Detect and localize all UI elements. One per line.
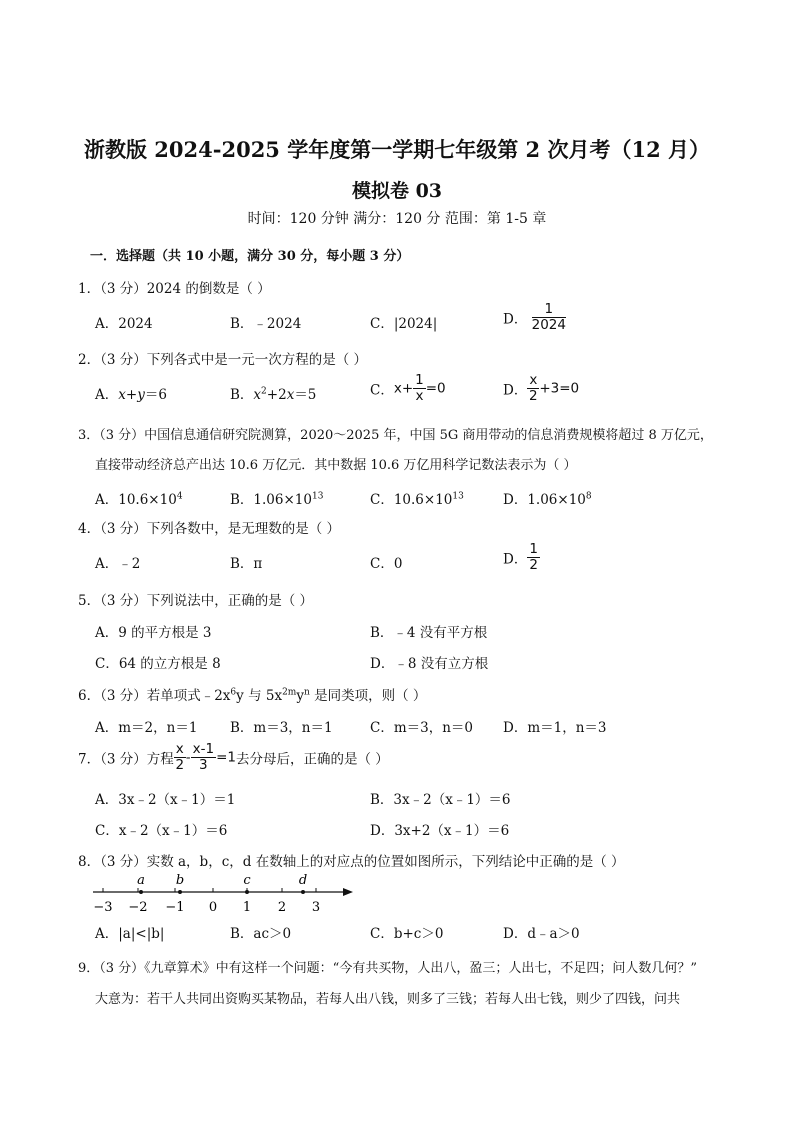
q7-option-b: B．3x﹣2（x﹣1）＝6 (370, 792, 511, 808)
number-line-tick-label: −2 (128, 900, 148, 915)
q4-option-d (503, 542, 540, 573)
fraction-denominator: 2 (529, 557, 538, 573)
q1-option-c: C．|2024| (370, 316, 438, 332)
q7-equals: =1 (216, 749, 236, 766)
q2-option-c (370, 373, 446, 404)
q4-option-a: A．﹣2 (95, 556, 141, 572)
number-line-arrow (343, 888, 353, 896)
q3-option-a-exponent: 4 (176, 491, 183, 502)
q7-minus: - (185, 749, 191, 766)
q1-option-b: B．﹣2024 (230, 316, 302, 332)
q3-option-a-base: A．10.6×10 (95, 492, 177, 508)
q5-option-a: A．9 的平方根是 3 (95, 625, 212, 641)
q8-option-a: A．|a|<|b| (95, 926, 165, 942)
q7-option-a: A．3x﹣2（x﹣1）＝1 (95, 792, 236, 808)
question-7-stem (78, 742, 389, 773)
q3-option-d-base: D．1.06×10 (503, 492, 586, 508)
q6-stem-part: 是同类项，则（ ） (309, 688, 427, 704)
number-line-point (245, 890, 249, 894)
q3-option-a (95, 488, 183, 508)
q2-option-b-label: B． (230, 387, 254, 403)
q1-option-a: A．2024 (95, 316, 153, 332)
q2-option-d-label: D． (503, 382, 528, 399)
q6-option-b: B．m＝3，n＝1 (230, 720, 333, 736)
q6-stem-part: 6．（3 分）若单项式﹣2x (78, 688, 231, 704)
q8-option-c: C．b+c＞0 (370, 926, 444, 942)
q2-option-a: A．x+y＝6 (95, 387, 167, 403)
fraction-numerator: x (529, 372, 538, 388)
q6-stem-part: y (296, 688, 304, 704)
fraction-denominator: 3 (199, 757, 208, 773)
section-heading: 一．选择题（共 10 小题，满分 30 分，每小题 3 分） (90, 249, 410, 264)
number-line-tick-label: 2 (277, 900, 287, 915)
fraction-denominator: 2 (529, 388, 538, 404)
q7-stem-part: 去分母后，正确的是（ ） (235, 751, 389, 768)
question-3-stem-line1: 3．（3 分）中国信息通信研究院测算，2020～2025 年，中国 5G 商用带动的信息消费规模将超过 8 万亿元， (78, 428, 713, 443)
fraction-numerator: x (175, 741, 184, 757)
exam-title: 浙教版 2024-2025 学年度第一学期七年级第 2 次月考（12 月） (84, 137, 710, 162)
number-line-point-label: d (298, 873, 308, 888)
fraction-numerator: 1 (415, 372, 424, 388)
question-8-stem: 8．（3 分）实数 a，b，c，d 在数轴上的对应点的位置如图所示，下列结论中正确的是（ ） (78, 854, 625, 870)
q6-exponent: n (303, 687, 310, 698)
number-line-point-label: b (175, 873, 185, 888)
q5-option-b: B．﹣4 没有平方根 (370, 625, 488, 641)
q2-option-d-suffix: +3=0 (539, 380, 580, 397)
q8-option-b: B．ac＞0 (230, 926, 292, 942)
question-2-stem: 2．（3 分）下列各式中是一元一次方程的是（ ） (78, 352, 368, 368)
question-1-stem: 1．（3 分）2024 的倒数是（ ） (78, 281, 271, 297)
q6-option-d: D．m＝1，n＝3 (503, 720, 607, 736)
q6-exponent: 2m (282, 687, 297, 698)
q3-option-b-exponent: 13 (311, 491, 324, 502)
q3-option-c (370, 488, 464, 508)
question-5-stem: 5．（3 分）下列说法中，正确的是（ ） (78, 593, 314, 609)
fraction-numerator: 1 (532, 302, 566, 318)
number-line-diagram (85, 872, 360, 916)
q3-option-d (503, 488, 592, 508)
q2-option-c-prefix: x+ (393, 380, 414, 397)
number-line-point (139, 890, 143, 894)
question-4-stem: 4．（3 分）下列各数中，是无理数的是（ ） (78, 521, 341, 537)
q3-option-b-base: B．1.06×10 (230, 492, 312, 508)
q2-option-c-label: C． (370, 382, 394, 399)
q2-option-c-suffix: =0 (425, 380, 446, 397)
fraction (532, 302, 566, 333)
fraction-denominator: 2024 (531, 317, 566, 333)
q2-option-b: B．$x^2+2x=5$ (230, 386, 317, 403)
fraction (527, 542, 540, 573)
number-line-tick-label: 0 (208, 900, 218, 915)
number-line-tick-label: −3 (93, 900, 113, 915)
q3-option-b (230, 488, 323, 508)
number-line-tick-label: 1 (242, 900, 252, 915)
fraction (191, 742, 216, 773)
number-line-point (178, 890, 182, 894)
q3-option-c-base: C．10.6×10 (370, 492, 453, 508)
q7-option-d: D．3x+2（x﹣1）＝6 (370, 823, 510, 839)
q3-option-c-exponent: 13 (452, 491, 464, 502)
number-line-tick-label: −1 (165, 900, 185, 915)
q5-option-d: D．﹣8 没有立方根 (370, 656, 489, 672)
q2-option-d (503, 373, 579, 404)
number-line-point (301, 890, 305, 894)
q4-option-c: C．0 (370, 556, 403, 572)
question-9-stem-line2: 大意为：若干人共同出资购买某物品，若每人出八钱，则多了三钱；若每人出七钱，则少了四钱，问共 (95, 992, 681, 1007)
q8-option-d: D．d﹣a＞0 (503, 926, 580, 942)
fraction-denominator: x (415, 388, 424, 404)
question-9-stem-line1: 9．（3 分）《九章算术》中有这样一个问题：“今有共买物，人出八，盈三；人出七，不足四；问人数几何？” (78, 961, 697, 976)
q3-option-d-exponent: 8 (585, 491, 592, 502)
q6-stem-part: y 与 5x (236, 688, 283, 704)
fraction (413, 373, 426, 404)
exam-subtitle: 模拟卷 03 (351, 180, 443, 202)
number-line-point-label: a (137, 873, 145, 888)
question-6-stem (78, 684, 426, 704)
fraction-numerator: 1 (529, 541, 538, 557)
q4-option-b: B．π (230, 556, 263, 572)
q1-option-d (503, 302, 566, 333)
q5-option-c: C．64 的立方根是 8 (95, 656, 221, 672)
q4-option-d-label: D． (503, 551, 528, 568)
fraction (174, 742, 186, 773)
fraction-numerator: x-1 (192, 741, 215, 757)
q1-option-d-label: D． (503, 311, 528, 328)
q6-option-a: A．m＝2，n＝1 (95, 720, 198, 736)
q7-option-c: C．x﹣2（x﹣1）＝6 (95, 823, 228, 839)
number-line-tick-label: 3 (311, 900, 321, 915)
fraction (527, 373, 539, 404)
q6-exponent: 6 (230, 687, 237, 698)
exam-info: 时间：120 分钟 满分：120 分 范围：第 1-5 章 (247, 211, 547, 227)
q2-option-a-label: A． (95, 387, 119, 403)
fraction-denominator: 2 (175, 757, 185, 773)
q7-stem-part: 7．（3 分）方程 (78, 751, 174, 768)
question-3-stem-line2: 直接带动经济总产出达 10.6 万亿元．其中数据 10.6 万亿用科学记数法表示为（ ） (95, 458, 577, 473)
number-line-point-label: c (243, 873, 251, 888)
q6-option-c: C．m＝3，n＝0 (370, 720, 474, 736)
